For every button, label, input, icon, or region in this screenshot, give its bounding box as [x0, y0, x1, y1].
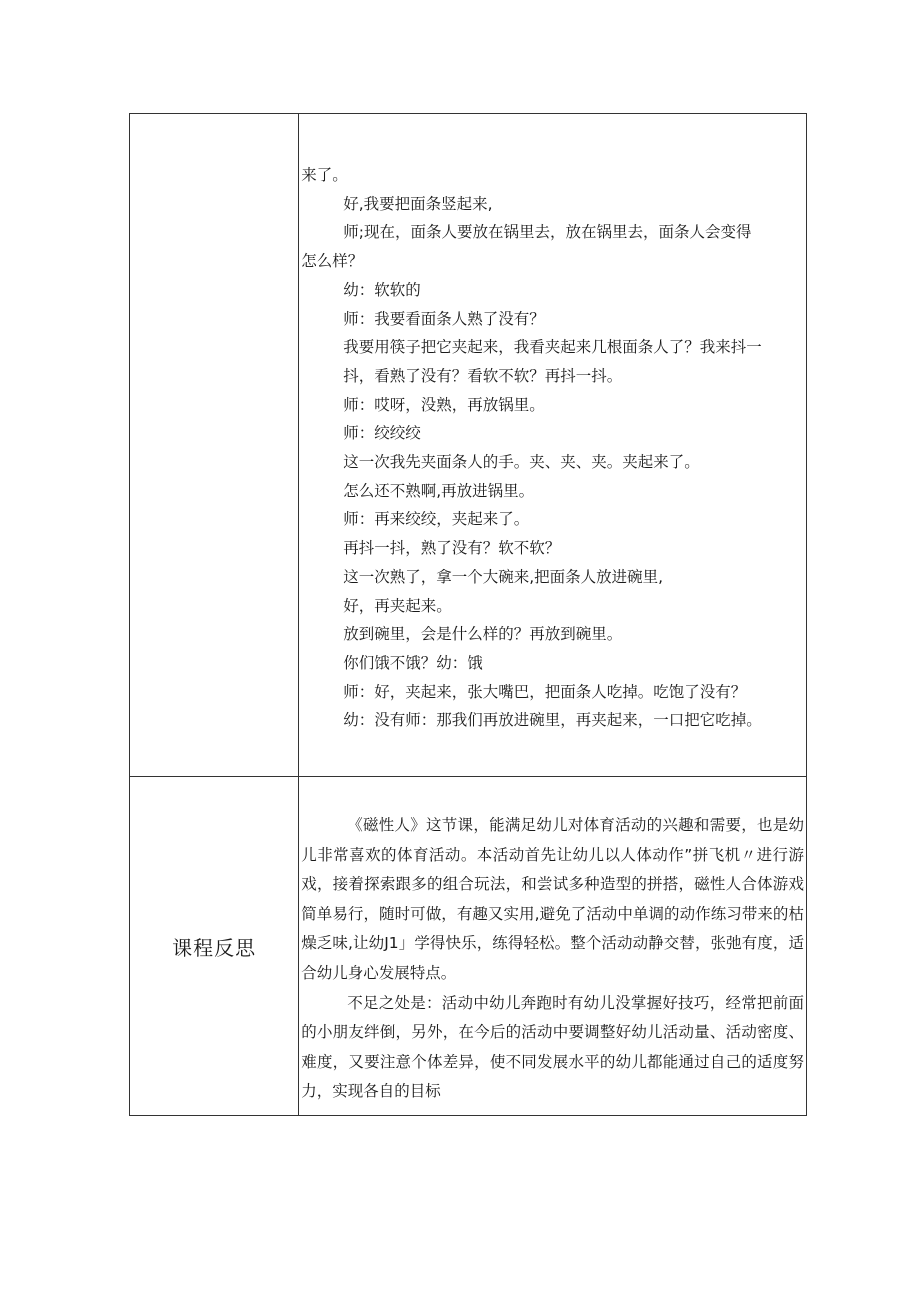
dialogue-line: 放到碗里，会是什么样的？再放到碗里。	[343, 625, 623, 644]
dialogue-cell	[299, 114, 807, 777]
dialogue-line: 好,我要把面条竖起来,	[343, 194, 493, 213]
reflection-cell	[299, 777, 807, 1116]
dialogue-line: 幼：没有师：那我们再放进碗里，再夹起来，一口把它吃掉。	[343, 711, 762, 730]
lesson-table	[129, 113, 807, 1116]
reflection-row	[130, 777, 807, 1116]
dialogue-line: 师;现在，面条人要放在锅里去，放在锅里去，面条人会变得	[343, 223, 752, 242]
dialogue-line: 我要用筷子把它夹起来，我看夹起来几根面条人了？我来抖一	[343, 338, 762, 357]
dialogue-line: 你们饿不饿？幼：饿	[343, 653, 483, 672]
dialogue-line: 这一次熟了，拿一个大碗来,把面条人放进碗里,	[343, 567, 664, 586]
dialogue-line: 好，再夹起来。	[343, 596, 452, 615]
reflection-paragraph: 不足之处是：活动中幼儿奔跑时有幼儿没掌握好技巧，经常把前面的小朋友绊倒，另外，在今后的活动中要调整好幼儿活动量、活动密度、难度，又要注意个体差异，使不同发展水平的幼儿都能通过自己的适度努力，实现各自的目标	[301, 993, 804, 1101]
dialogue-line: 怎么还不熟啊,再放进锅里。	[343, 481, 535, 500]
dialogue-line: 师：我要看面条人熟了没有？	[343, 309, 545, 328]
dialogue-label-cell	[130, 114, 299, 777]
reflection-label: 课程反思	[172, 935, 257, 960]
dialogue-line: 再抖一抖，熟了没有？软不软？	[343, 539, 561, 558]
dialogue-line: 这一次我先夹面条人的手。夹、夹、夹。夹起来了。	[343, 453, 700, 472]
reflection-label-cell	[130, 777, 299, 1116]
dialogue-row	[130, 114, 807, 777]
dialogue-line: 来了。	[301, 166, 348, 184]
dialogue-line: 抖，看熟了没有？看软不软？再抖一抖。	[343, 366, 623, 385]
dialogue-line: 师：好，夹起来，张大嘴巴，把面条人吃掉。吃饱了没有？	[343, 682, 747, 701]
dialogue-line: 师：哎呀，没熟，再放锅里。	[343, 395, 545, 414]
dialogue-line: 师：再来绞绞，夹起来了。	[343, 510, 530, 529]
dialogue-line: 怎么样？	[301, 252, 364, 271]
dialogue-line: 幼：软软的	[343, 280, 421, 299]
reflection-paragraph: 《磁性人》这节课，能满足幼儿对体育活动的兴趣和需要，也是幼儿非常喜欢的体育活动。本活动首先让幼儿以人体动作”拼飞机〃进行游戏，接着探索跟多的组合玩法，和尝试多种造型的拼搭，磁性人合体游戏简单易行，随时可做，有趣又实用,避免了活动中单调的动作练习带来的枯燥乏味,让幼J1」学得快乐，练得轻松。整个活动动静交替，张弛有度，适合幼儿身心发展特点。	[301, 816, 804, 982]
dialogue-line: 师：绞绞绞	[343, 424, 421, 443]
